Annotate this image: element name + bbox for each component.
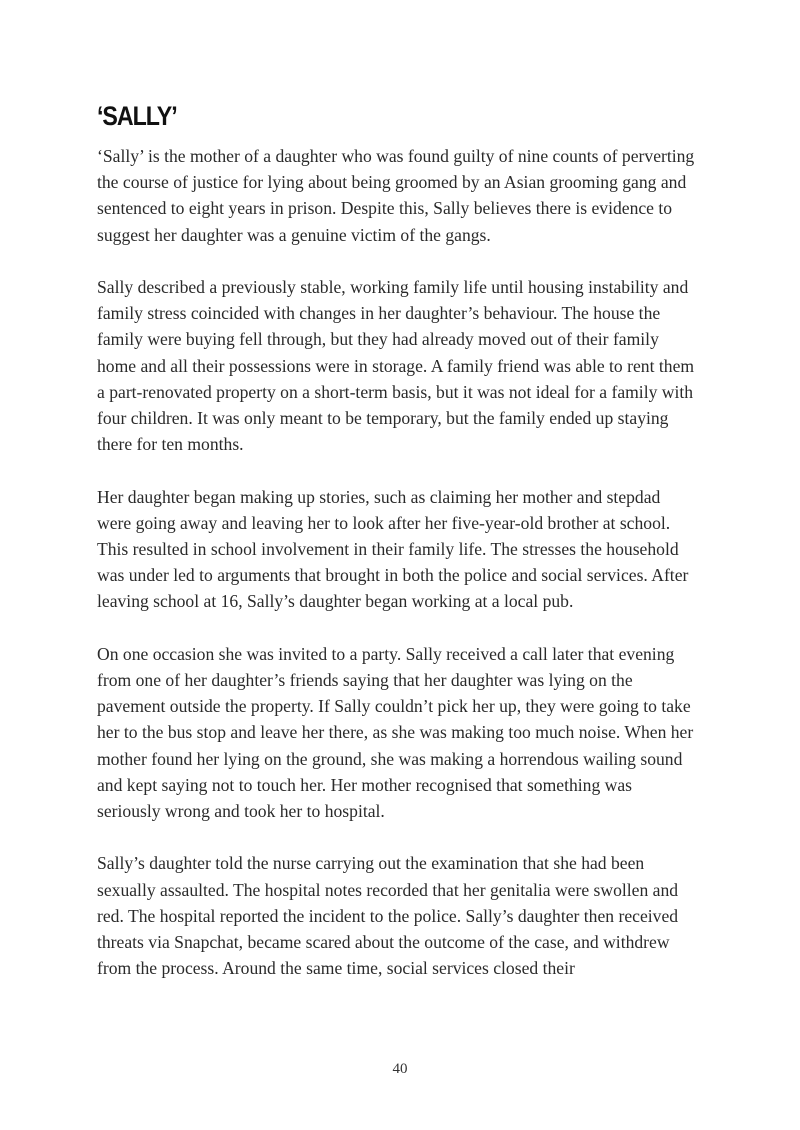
page-number: 40 [392,1061,408,1077]
body-text [97,143,697,981]
paragraph-4: On one occasion she was invited to a party. Sally received a call later that evening from one of her daughter’s friends saying that her daughter was lying on the pavement outside the property. If Sally couldn’t pick her up, they were going to take her to the bus stop and leave her there, as she was making too much noise. When her mother found her lying on the ground, she was making a horrendous wailing sound and kept saying not to touch her. Her mother recognised that something was seriously wrong and took her to hospital. [97,643,694,822]
paragraph-2: Sally described a previously stable, working family life until housing instability and family stress coincided with changes in her daughter’s behaviour. The house the family were buying fell through, but they had already moved out of their family home and all their possessions were in storage. A family friend was able to rent them a part-renovated property on a short-term basis, but it was not ideal for a family with four children. It was only meant to be temporary, but the family ended up staying there for ten months. [97,277,695,455]
paragraph-5: Sally’s daughter told the nurse carrying out the examination that she had been sexually assaulted. The hospital notes recorded that her genitalia were swollen and red. The hospital reported the incident to the police. Sally’s daughter then received threats via Snapchat, became scared about the outcome of the case, and withdrew from the process. Around the same time, social services closed their [97,853,679,979]
paragraph-1: ‘Sally’ is the mother of a daughter who was found guilty of nine counts of perverting the course of justice for lying about being groomed by an Asian grooming gang and sentenced to eight years in prison. Despite this, Sally believes there is evidence to suggest her daughter was a genuine victim of the gangs. [97,146,695,245]
paragraph-3: Her daughter began making up stories, such as claiming her mother and stepdad were going away and leaving her to look after her five-year-old brother at school. This resulted in school involvement in their family life. The stresses the household was under led to arguments that brought in both the police and social services. After leaving school at 16, Sally’s daughter began working at a local pub. [97,486,689,612]
section-heading: ‘SALLY’ [97,101,177,131]
